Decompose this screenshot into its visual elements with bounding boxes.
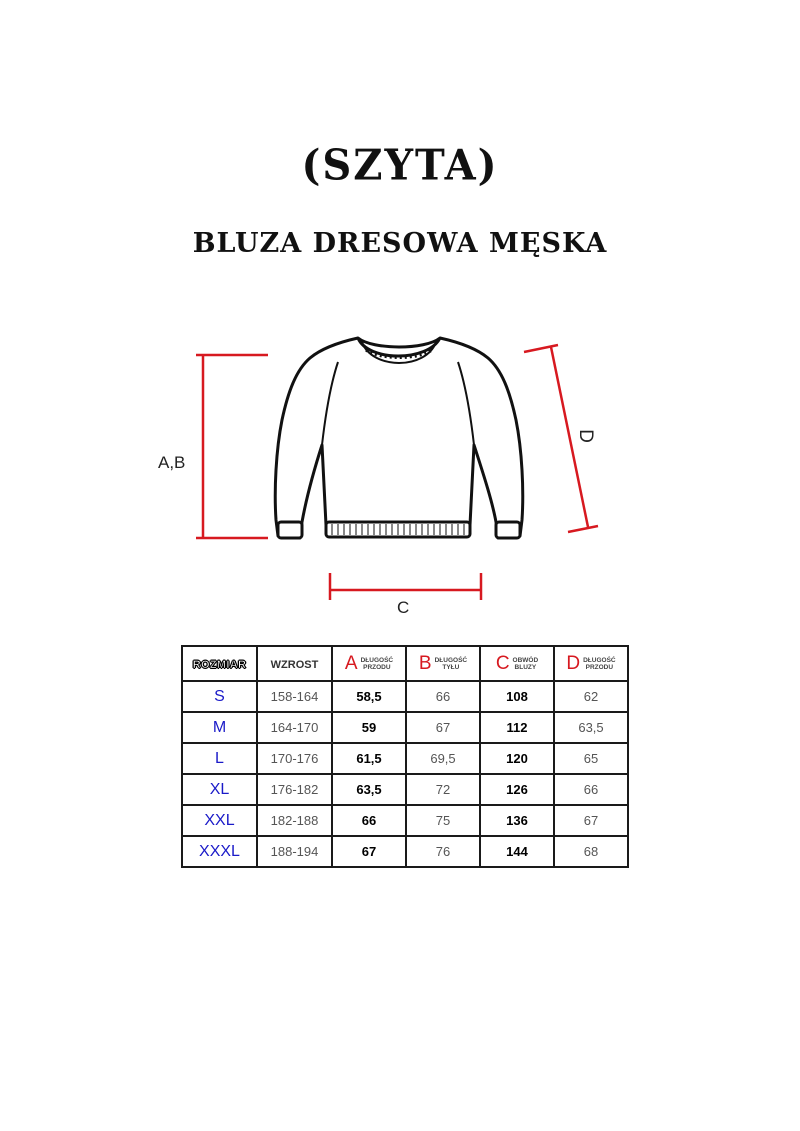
d-cell: 67 [554,805,628,836]
height-cell: 164-170 [257,712,332,743]
header-c: C OBWÓD BLUZY [480,646,554,681]
measurement-marker-c [330,573,481,600]
size-cell: XL [182,774,257,805]
a-cell: 63,5 [332,774,406,805]
sweatshirt-diagram [0,300,800,630]
d-cell: 66 [554,774,628,805]
size-cell: L [182,743,257,774]
b-cell: 67 [406,712,480,743]
b-cell: 76 [406,836,480,867]
height-cell: 182-188 [257,805,332,836]
table-row [182,743,628,774]
table-row [182,712,628,743]
header-a: A DŁUGOŚĆ PRZODU [332,646,406,681]
sweatshirt-illustration [275,338,523,538]
table-row [182,805,628,836]
height-cell: 158-164 [257,681,332,712]
a-cell: 66 [332,805,406,836]
d-cell: 63,5 [554,712,628,743]
b-cell: 75 [406,805,480,836]
size-cell: XXXL [182,836,257,867]
d-cell: 65 [554,743,628,774]
header-b-letter: B [418,653,432,674]
c-cell: 144 [480,836,554,867]
height-cell: 170-176 [257,743,332,774]
measurement-marker-ab [196,355,268,538]
header-size: ROZMIAR [182,646,257,681]
c-cell: 108 [480,681,554,712]
b-cell: 66 [406,681,480,712]
page-title: (SZYTA) [301,140,499,191]
header-height: WZROST [257,646,332,681]
c-cell: 136 [480,805,554,836]
d-cell: 62 [554,681,628,712]
size-cell: S [182,681,257,712]
table-row [182,774,628,805]
c-cell: 120 [480,743,554,774]
label-c: C [397,598,410,617]
a-cell: 58,5 [332,681,406,712]
header-a-letter: A [344,653,358,674]
label-d: D [574,429,596,443]
header-c-letter: C [495,653,510,674]
d-cell: 68 [554,836,628,867]
a-cell: 61,5 [332,743,406,774]
a-cell: 67 [332,836,406,867]
height-cell: 176-182 [257,774,332,805]
a-cell: 59 [332,712,406,743]
header-d-letter: D [566,653,581,674]
height-cell: 188-194 [257,836,332,867]
size-cell: XXL [182,805,257,836]
size-table-header [182,646,628,681]
size-table [181,645,629,868]
table-row [182,681,628,712]
label-ab: A,B [158,453,186,472]
header-b: B DŁUGOŚĆ TYŁU [406,646,480,681]
header-d: D DŁUGOŚĆ PRZODU [554,646,628,681]
size-cell: M [182,712,257,743]
c-cell: 112 [480,712,554,743]
product-name: BLUZA DRESOWA MĘSKA [192,228,608,259]
table-row [182,836,628,867]
b-cell: 72 [406,774,480,805]
c-cell: 126 [480,774,554,805]
b-cell: 69,5 [406,743,480,774]
